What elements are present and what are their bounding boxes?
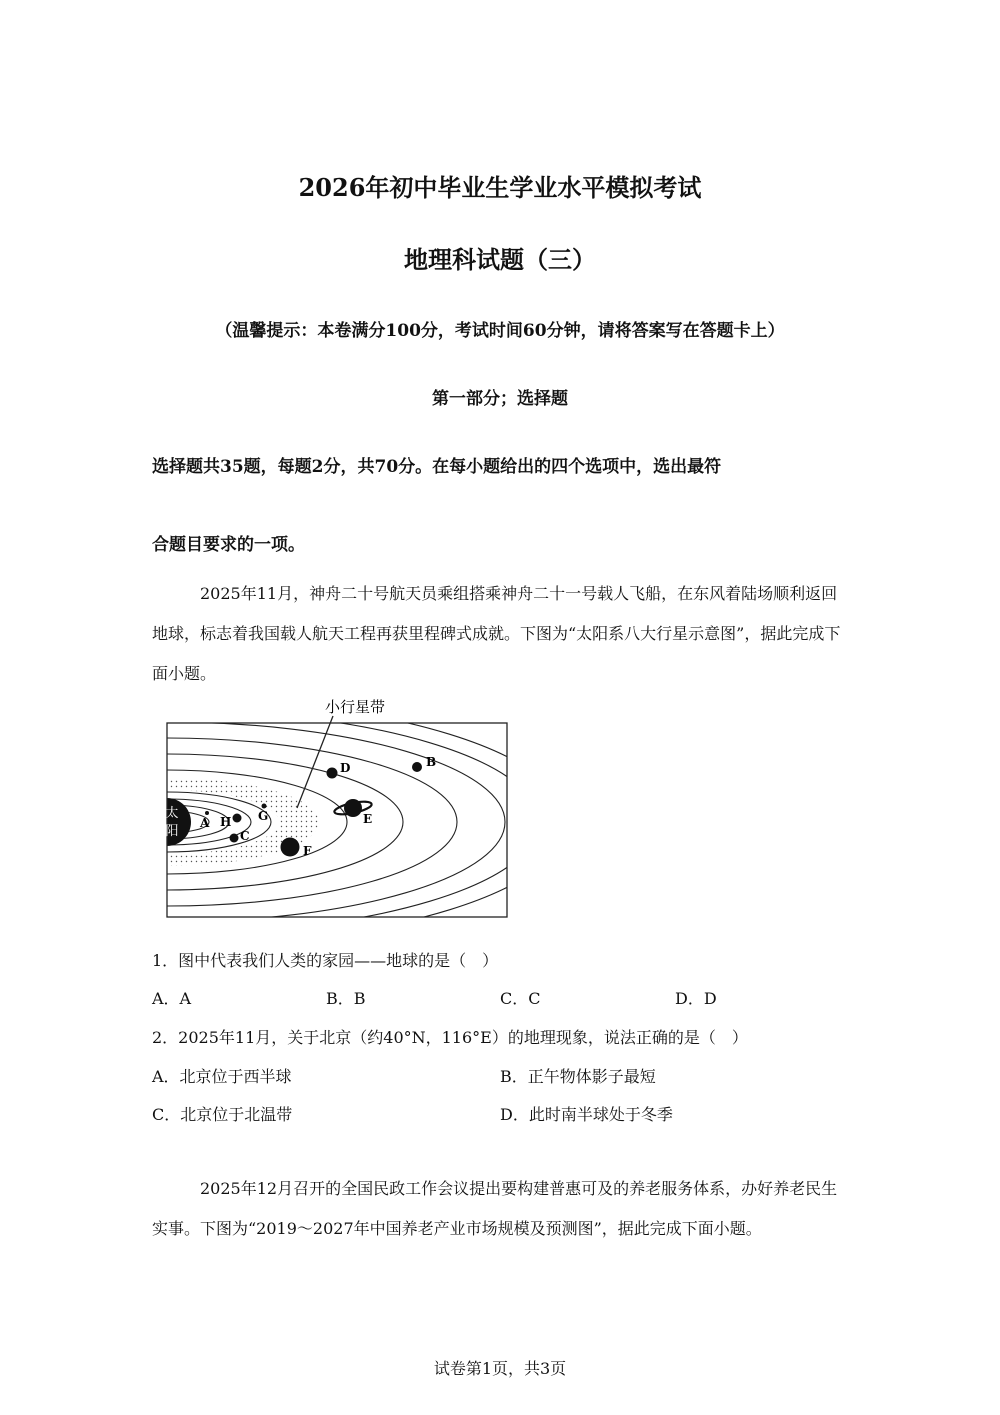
planet-f (281, 838, 300, 857)
asteroid-belt-pointer (297, 716, 333, 808)
question-1-option-b[interactable]: B．B (326, 989, 366, 1008)
passage-1: 2025年11月，神舟二十号航天员乘组搭乘神舟二十一号载人飞船，在东风着陆场顺利返回地球，标志着我国载人航天工程再获里程碑式成就。下图为“太阳系八大行星示意图”，据此完成下面小题。 (152, 584, 841, 683)
asteroid-belt-label: 小行星带 (324, 698, 386, 716)
question-2-option-d[interactable]: D．此时南半球处于冬季 (500, 1105, 673, 1124)
page-footer: 试卷第1页，共3页 (433, 1359, 567, 1378)
planet-g (262, 804, 267, 809)
section-instruction-line1: 选择题共35题，每题2分，共70分。在每小题给出的四个选项中，选出最符 (152, 457, 722, 477)
planet-g-label: G (258, 809, 269, 823)
question-1-stem: 1．图中代表我们人类的家园——地球的是（ ） (152, 951, 499, 970)
planet-a-label: A (200, 816, 210, 830)
question-1-option-a[interactable]: A．A (152, 989, 192, 1008)
section-title: 第一部分；选择题 (432, 389, 568, 409)
question-1-option-c[interactable]: C．C (500, 989, 541, 1008)
question-2-stem: 2．2025年11月，关于北京（约40°N，116°E）的地理现象，说法正确的是（ ） (152, 1028, 748, 1047)
planet-b (412, 762, 422, 772)
sun-label-1: 太 (165, 806, 179, 821)
solar-system-figure (150, 690, 530, 930)
planet-c (230, 834, 239, 843)
planet-e-label: E (363, 812, 373, 826)
question-2-option-b[interactable]: B．正午物体影子最短 (500, 1067, 656, 1086)
question-1-option-d[interactable]: D．D (675, 989, 717, 1008)
planet-b-label: B (426, 755, 437, 769)
planet-d-label: D (340, 761, 351, 775)
exam-title: 2026年初中毕业生学业水平模拟考试 (298, 173, 702, 202)
planet-h-label: H (220, 815, 232, 829)
planet-d (327, 768, 338, 779)
planet-f-label: F (303, 844, 312, 858)
exam-subtitle: 地理科试题（三） (404, 245, 596, 274)
planet-h (233, 814, 242, 823)
question-2-option-c[interactable]: C．北京位于北温带 (152, 1105, 293, 1124)
question-2-option-a[interactable]: A．北京位于西半球 (152, 1067, 292, 1086)
section-instruction-line2: 合题目要求的一项。 (152, 535, 305, 555)
passage-2: 2025年12月召开的全国民政工作会议提出要构建普惠可及的养老服务体系，办好养老民生实事。下图为“2019～2027年中国养老产业市场规模及预测图”，据此完成下面小题。 (152, 1179, 838, 1238)
sun-label-2: 阳 (165, 824, 179, 839)
exam-notice: （温馨提示：本卷满分100分，考试时间60分钟，请将答案写在答题卡上） (215, 321, 785, 341)
planet-a (205, 811, 209, 815)
planet-c-label: C (240, 829, 250, 843)
